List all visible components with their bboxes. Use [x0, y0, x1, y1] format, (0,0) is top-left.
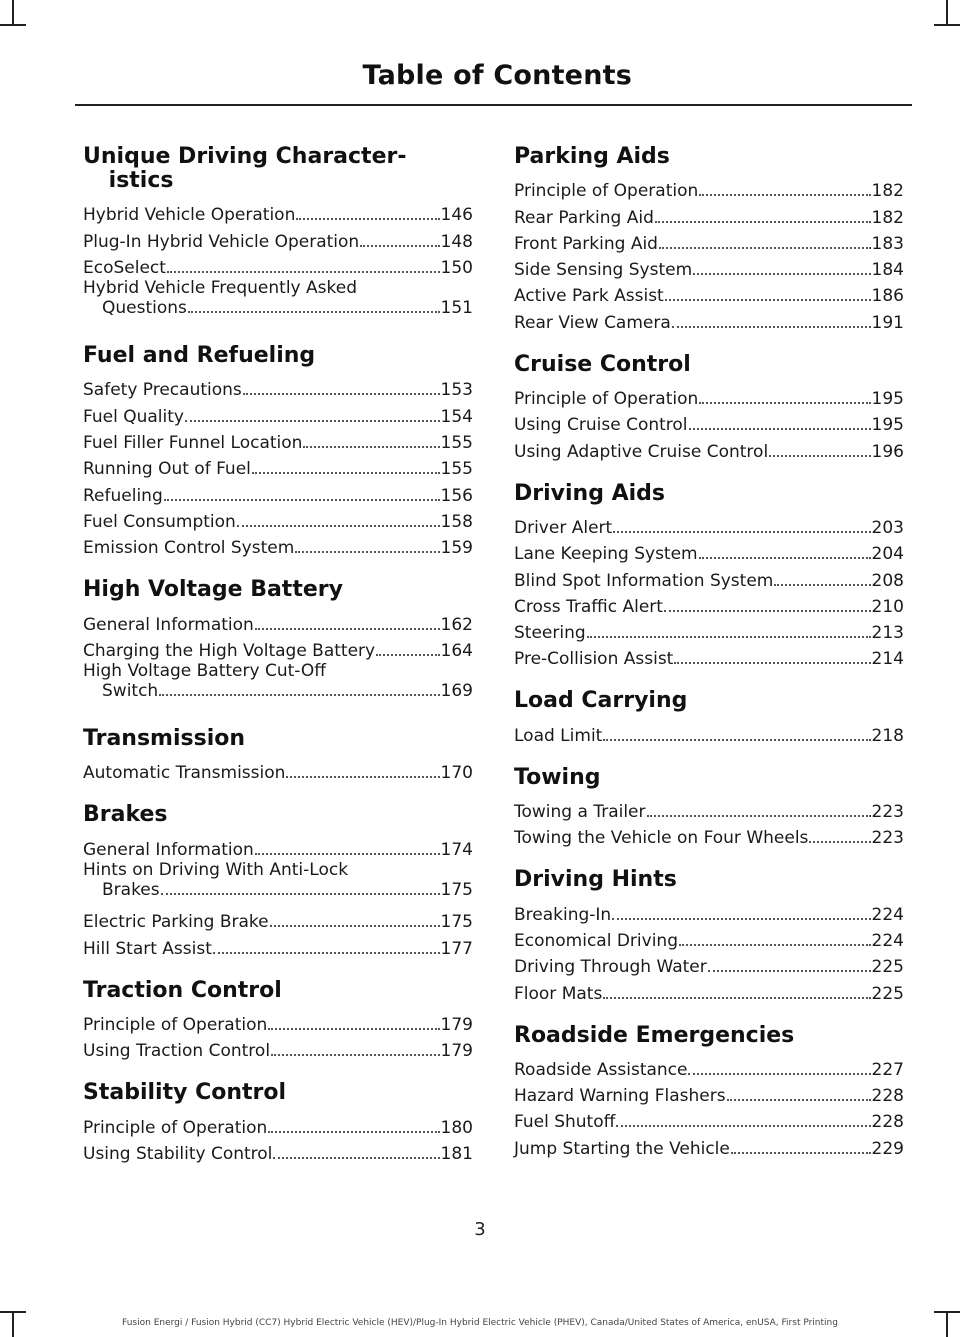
entry-label: Hybrid Vehicle Operation [83, 205, 296, 226]
toc-entry[interactable] [83, 860, 473, 900]
toc-entry[interactable] [514, 822, 904, 848]
entry-page: 150 [440, 257, 473, 278]
entry-page: 223 [871, 802, 904, 823]
toc-entry[interactable] [514, 1106, 904, 1132]
entry-label: Fuel Quality [83, 406, 184, 427]
entry-label: Using Stability Control [83, 1143, 273, 1164]
dot-leader [255, 628, 440, 630]
entry-page: 146 [440, 205, 473, 226]
entry-page: 175 [440, 912, 473, 933]
entry-label: Side Sensing System [514, 260, 693, 281]
toc-entry[interactable] [514, 643, 904, 669]
dot-leader [161, 893, 440, 895]
toc-section [514, 482, 904, 690]
entry-label: Fuel Consumption [83, 511, 236, 532]
dot-leader [769, 455, 870, 457]
toc-entry[interactable] [83, 453, 473, 479]
toc-section [83, 344, 473, 578]
section-title: Transmission [83, 726, 246, 752]
entry-page: 169 [440, 680, 473, 701]
toc-entry[interactable] [514, 1080, 904, 1106]
section-title: Fuel and Refueling [83, 343, 316, 369]
crop-mark [12, 0, 14, 26]
entry-label: Hazard Warning Flashers [514, 1086, 726, 1107]
entry-line [83, 681, 473, 701]
toc-entry[interactable] [83, 400, 473, 426]
section-title: Load Carrying [514, 688, 688, 714]
toc-entry[interactable] [83, 252, 473, 278]
dot-leader [693, 273, 870, 275]
section-gap [83, 959, 473, 979]
dot-leader [303, 446, 439, 448]
entry-label: Rear View Camera [514, 312, 671, 333]
dot-leader [159, 694, 439, 696]
dot-leader [672, 326, 871, 328]
entry-label: Towing the Vehicle on Four Wheels [514, 828, 809, 849]
entry-label: Hill Start Assist [83, 938, 212, 959]
toc-section [514, 145, 904, 353]
entry-page: 155 [440, 459, 473, 480]
page-title: Table of Contents [362, 60, 632, 91]
toc-entry[interactable] [83, 1111, 473, 1137]
dot-leader [655, 221, 871, 223]
crop-mark [0, 24, 26, 26]
entry-label: Active Park Assist [514, 286, 664, 307]
dot-leader [727, 1099, 871, 1101]
dot-leader [674, 662, 870, 664]
section-gap [83, 707, 473, 727]
dot-leader [376, 654, 439, 656]
toc-section [83, 979, 473, 1082]
dot-leader [613, 531, 870, 533]
entry-page: 183 [871, 233, 904, 254]
entry-page: 229 [871, 1138, 904, 1159]
toc-entry[interactable] [514, 175, 904, 201]
dot-leader [616, 1125, 870, 1127]
toc-entry[interactable] [514, 796, 904, 822]
toc-entry[interactable] [514, 564, 904, 590]
entry-page: 228 [871, 1086, 904, 1107]
toc-entry[interactable] [514, 925, 904, 951]
entry-label: Safety Precautions [83, 380, 242, 401]
entry-page: 156 [440, 485, 473, 506]
section-title: Stability Control [83, 1080, 287, 1106]
entry-label: High Voltage Battery Cut-Off [83, 660, 326, 681]
entry-label: Cross Traffic Alert [514, 596, 663, 617]
entry-page: 204 [871, 544, 904, 565]
entry-label: Principle of Operation [514, 181, 699, 202]
section-title: High Voltage Battery [83, 577, 343, 603]
dot-leader [731, 1152, 871, 1154]
toc-entry[interactable] [514, 306, 904, 332]
dot-leader [699, 402, 870, 404]
toc-entry[interactable] [83, 1009, 473, 1035]
entry-label: General Information [83, 839, 254, 860]
toc-right-column [514, 145, 904, 1159]
toc-section [514, 1024, 904, 1159]
toc-entry[interactable] [83, 225, 473, 251]
section-gap [514, 462, 904, 482]
toc-entry[interactable] [514, 1132, 904, 1158]
toc-entry[interactable] [83, 199, 473, 225]
toc-entry[interactable] [83, 532, 473, 558]
entry-page: 164 [440, 640, 473, 661]
entry-label-cont: Brakes [102, 879, 160, 900]
entry-label: Charging the High Voltage Battery [83, 640, 376, 661]
entry-label: Fuel Shutoff [514, 1112, 616, 1133]
entry-page: 179 [440, 1014, 473, 1035]
dot-leader [688, 1073, 870, 1075]
section-gap [83, 558, 473, 578]
toc-entry[interactable] [83, 278, 473, 318]
entry-page: 223 [871, 828, 904, 849]
dot-leader [273, 1157, 439, 1159]
dot-leader [647, 815, 871, 817]
entry-page: 170 [440, 763, 473, 784]
entry-page: 218 [871, 725, 904, 746]
section-gap [83, 1061, 473, 1081]
toc-entry[interactable] [514, 409, 904, 435]
crop-mark [946, 0, 948, 26]
dot-leader [689, 428, 871, 430]
section-title: Roadside Emergencies [514, 1022, 795, 1048]
entry-page: 162 [440, 614, 473, 635]
entry-page: 151 [440, 297, 473, 318]
entry-label: Running Out of Fuel [83, 459, 251, 480]
dot-leader [360, 245, 439, 247]
dot-leader [268, 1028, 439, 1030]
entry-label: Front Parking Aid [514, 233, 658, 254]
entry-label: Fuel Filler Funnel Location [83, 433, 303, 454]
entry-label: Towing a Trailer [514, 802, 646, 823]
toc-entry[interactable] [83, 506, 473, 532]
entry-label: Using Cruise Control [514, 415, 688, 436]
entry-label: Electric Parking Brake [83, 912, 269, 933]
toc-entry[interactable] [514, 512, 904, 538]
section-gap [514, 1004, 904, 1024]
entry-page: 195 [871, 389, 904, 410]
crop-mark [934, 24, 960, 26]
entry-page: 181 [440, 1143, 473, 1164]
dot-leader [664, 610, 871, 612]
entry-label: Principle of Operation [514, 389, 699, 410]
toc-section [514, 689, 904, 765]
entry-page: 203 [871, 517, 904, 538]
section-title: Unique Driving Character- istics [83, 144, 407, 193]
section-title: Cruise Control [514, 351, 691, 377]
entry-page: 184 [871, 260, 904, 281]
dot-leader [708, 970, 871, 972]
toc-entry[interactable] [83, 833, 473, 859]
entry-page: 182 [871, 181, 904, 202]
entry-label: Principle of Operation [83, 1014, 268, 1035]
toc-section [83, 727, 473, 803]
toc-entry[interactable] [83, 479, 473, 505]
entry-page: 195 [871, 415, 904, 436]
section-gap [514, 333, 904, 353]
toc-entry[interactable] [514, 435, 904, 461]
dot-leader [295, 551, 439, 553]
toc-entry[interactable] [514, 254, 904, 280]
toc-entry[interactable] [514, 951, 904, 977]
entry-page: 175 [440, 879, 473, 900]
dot-leader [164, 499, 440, 501]
entry-line [83, 298, 473, 318]
toc-entry[interactable] [514, 201, 904, 227]
entry-label: Breaking-In [514, 904, 612, 925]
dot-leader [659, 247, 871, 249]
entry-page: 159 [440, 538, 473, 559]
toc-entry[interactable] [83, 374, 473, 400]
section-gap [83, 783, 473, 803]
toc-entry[interactable] [514, 977, 904, 1003]
entry-label: Emission Control System [83, 538, 295, 559]
entry-label: Using Adaptive Cruise Control [514, 441, 769, 462]
dot-leader [612, 918, 870, 920]
toc-entry[interactable] [83, 635, 473, 661]
toc-entry[interactable] [514, 1054, 904, 1080]
dot-leader [188, 311, 440, 313]
toc-entry[interactable] [83, 427, 473, 453]
dot-leader [679, 944, 871, 946]
dot-leader [665, 299, 871, 301]
section-gap [514, 848, 904, 868]
toc-section [83, 578, 473, 727]
toc-entry[interactable] [514, 538, 904, 564]
dot-leader [809, 841, 870, 843]
entry-label: Lane Keeping System [514, 544, 698, 565]
entry-page: 158 [440, 511, 473, 532]
entry-page: 208 [871, 570, 904, 591]
entry-label: Pre-Collision Assist [514, 649, 674, 670]
toc-entry[interactable] [514, 898, 904, 924]
entry-page: 225 [871, 983, 904, 1004]
entry-label: General Information [83, 614, 254, 635]
toc-section [514, 868, 904, 1023]
entry-label: Driving Through Water [514, 957, 707, 978]
section-gap [514, 746, 904, 766]
entry-page: 191 [871, 312, 904, 333]
entry-label-cont: Questions [102, 297, 187, 318]
entry-label: Steering [514, 623, 586, 644]
entry-label: EcoSelect [83, 257, 166, 278]
toc-section [83, 803, 473, 978]
entry-page: 228 [871, 1112, 904, 1133]
dot-leader [699, 557, 871, 559]
entry-label: Roadside Assistance [514, 1059, 688, 1080]
entry-page: 224 [871, 930, 904, 951]
entry-page: 174 [440, 839, 473, 860]
entry-line [83, 880, 473, 900]
entry-label: Economical Driving [514, 930, 678, 951]
entry-label: Floor Mats [514, 983, 603, 1004]
entry-page: 196 [871, 441, 904, 462]
entry-page: 224 [871, 904, 904, 925]
dot-leader [271, 1054, 439, 1056]
dot-leader [237, 525, 440, 527]
dot-leader [603, 997, 870, 999]
entry-page: 180 [440, 1117, 473, 1138]
entry-page: 227 [871, 1059, 904, 1080]
crop-mark [934, 1311, 960, 1313]
page-number: 3 [474, 1219, 486, 1240]
toc-entry[interactable] [514, 617, 904, 643]
entry-label: Using Traction Control [83, 1041, 271, 1062]
dot-leader [252, 472, 440, 474]
toc-section [514, 353, 904, 482]
dot-leader [270, 925, 440, 927]
crop-mark [0, 1311, 26, 1313]
dot-leader [774, 584, 870, 586]
toc-entry[interactable] [83, 608, 473, 634]
entry-page: 148 [440, 231, 473, 252]
entry-label: Hybrid Vehicle Frequently Asked [83, 277, 357, 298]
toc-entry[interactable] [83, 932, 473, 958]
dot-leader [167, 271, 440, 273]
section-title: Towing [514, 764, 601, 790]
page-footer: Fusion Energi / Fusion Hybrid (CC7) Hybrid Electric Vehicle (HEV)/Plug-In Hybrid Electric Vehicle (PHEV), Canada/United States of America, enUSA, First Printing [122, 1318, 838, 1328]
toc-entry[interactable] [83, 1035, 473, 1061]
toc-entry[interactable] [514, 719, 904, 745]
toc-entry[interactable] [83, 1138, 473, 1164]
dot-leader [286, 776, 439, 778]
entry-label: Blind Spot Information System [514, 570, 774, 591]
dot-leader [255, 853, 440, 855]
dot-leader [268, 1131, 439, 1133]
toc-entry[interactable] [514, 591, 904, 617]
dot-leader [243, 393, 440, 395]
header-divider [75, 104, 912, 106]
toc-section [83, 1081, 473, 1164]
entry-page: 210 [871, 596, 904, 617]
toc-entry[interactable] [514, 280, 904, 306]
toc-left-column [83, 145, 473, 1164]
entry-label: Load Limit [514, 725, 603, 746]
toc-section [514, 766, 904, 869]
entry-label: Plug-In Hybrid Vehicle Operation [83, 231, 360, 252]
entry-page: 225 [871, 957, 904, 978]
dot-leader [587, 636, 871, 638]
entry-label: Refueling [83, 485, 163, 506]
toc-entry[interactable] [514, 383, 904, 409]
section-title: Brakes [83, 802, 168, 828]
entry-label-cont: Switch [102, 680, 159, 701]
entry-page: 154 [440, 406, 473, 427]
entry-page: 179 [440, 1041, 473, 1062]
entry-label: Principle of Operation [83, 1117, 268, 1138]
entry-page: 177 [440, 938, 473, 959]
toc-section [83, 145, 473, 344]
section-gap [83, 324, 473, 344]
entry-label: Jump Starting the Vehicle [514, 1138, 730, 1159]
entry-label: Driver Alert [514, 517, 613, 538]
section-title: Parking Aids [514, 144, 670, 169]
toc-entry[interactable] [83, 757, 473, 783]
section-gap [514, 669, 904, 689]
entry-page: 182 [871, 207, 904, 228]
section-title: Traction Control [83, 977, 282, 1003]
section-title: Driving Aids [514, 480, 666, 506]
dot-leader [185, 420, 440, 422]
section-title: Driving Hints [514, 867, 677, 893]
entry-label: Hints on Driving With Anti-Lock [83, 859, 349, 880]
toc-entry[interactable] [514, 228, 904, 254]
entry-label: Automatic Transmission [83, 763, 286, 784]
entry-page: 155 [440, 433, 473, 454]
entry-page: 214 [871, 649, 904, 670]
entry-page: 213 [871, 623, 904, 644]
dot-leader [296, 218, 439, 220]
entry-page: 186 [871, 286, 904, 307]
toc-entry[interactable] [83, 906, 473, 932]
dot-leader [603, 739, 870, 741]
entry-page: 153 [440, 380, 473, 401]
dot-leader [213, 952, 440, 954]
dot-leader [699, 194, 870, 196]
toc-entry[interactable] [83, 661, 473, 701]
entry-label: Rear Parking Aid [514, 207, 654, 228]
